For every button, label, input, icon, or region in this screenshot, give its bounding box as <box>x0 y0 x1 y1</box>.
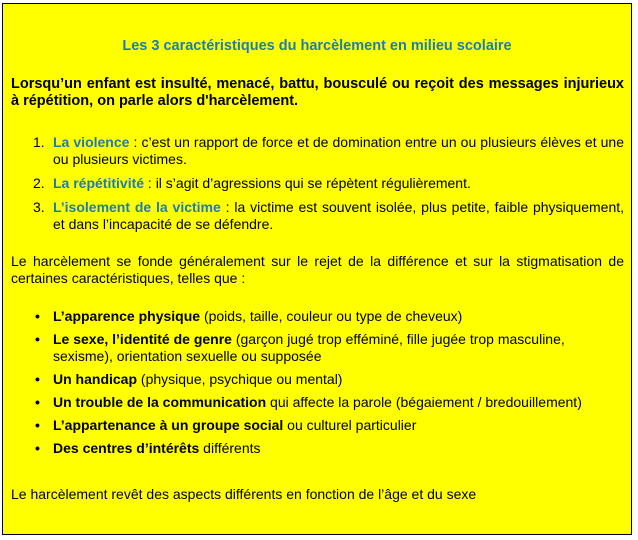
item-text: : la victime est souvent isolée, plus petite, faible physiquement, et dans l’incapacité de se défendre. <box>53 199 625 232</box>
item-text: différents <box>199 440 261 456</box>
item-number: 3. <box>33 199 45 215</box>
list-item <box>11 308 624 325</box>
bullet-icon: • <box>35 394 40 410</box>
info-box <box>2 3 632 535</box>
item-term: La violence <box>53 134 130 150</box>
item-text: (garçon jugé trop efféminé, fille jugée trop masculine, sexisme), orientation sexuelle ou supposée <box>53 331 565 364</box>
item-text: : il s’agit d’agressions qui se répètent régulièrement. <box>144 175 471 191</box>
item-term: L’isolement de la victime <box>53 199 221 215</box>
item-term: L’appartenance à un groupe social <box>53 417 284 433</box>
intro-text: Lorsqu’un enfant est insulté, menacé, battu, bousculé ou reçoit des messages injurieux à répétition, on parle alors d'harcèlement. <box>11 76 624 109</box>
item-number: 2. <box>33 175 45 191</box>
item-term: Un trouble de la communication <box>53 394 267 410</box>
bullet-icon: • <box>35 371 40 387</box>
bullet-icon: • <box>35 440 40 456</box>
item-text: (poids, taille, couleur ou type de cheveux) <box>200 308 463 324</box>
item-text: ou culturel particulier <box>283 417 417 433</box>
item-text: (physique, psychique ou mental) <box>137 371 343 387</box>
bullet-icon: • <box>35 308 40 324</box>
list-item <box>11 134 624 168</box>
item-term: La répétitivité <box>53 175 145 191</box>
list-item <box>11 440 624 457</box>
stigmatisation-paragraph: Le harcèlement se fonde généralement sur le rejet de la différence et sur la stigmatisation de certaines caractéristiques, telles que : <box>11 253 624 286</box>
item-term: L’apparence physique <box>53 308 201 324</box>
conclusion-text: Le harcèlement revêt des aspects différents en fonction de l’âge et du sexe <box>11 486 477 502</box>
list-item <box>11 371 624 388</box>
list-item <box>11 394 624 411</box>
item-term: Des centres d’intérêts <box>53 440 200 456</box>
bullet-icon: • <box>35 331 40 347</box>
page-title: Les 3 caractéristiques du harcèlement en milieu scolaire <box>122 38 512 54</box>
list-item <box>11 331 624 365</box>
item-term: Le sexe, l’identité de genre <box>53 331 232 347</box>
item-number: 1. <box>33 134 45 150</box>
criteria-list <box>11 308 624 463</box>
item-term: Un handicap <box>53 371 138 387</box>
list-item <box>11 199 624 233</box>
bullet-icon: • <box>35 417 40 433</box>
list-item <box>11 175 624 192</box>
list-item <box>11 417 624 434</box>
item-text: : c’est un rapport de force et de domination entre un ou plusieurs élèves et une ou plusieurs victimes. <box>53 134 625 167</box>
characteristics-list <box>11 134 624 240</box>
item-text: qui affecte la parole (bégaiement / bredouillement) <box>266 394 582 410</box>
